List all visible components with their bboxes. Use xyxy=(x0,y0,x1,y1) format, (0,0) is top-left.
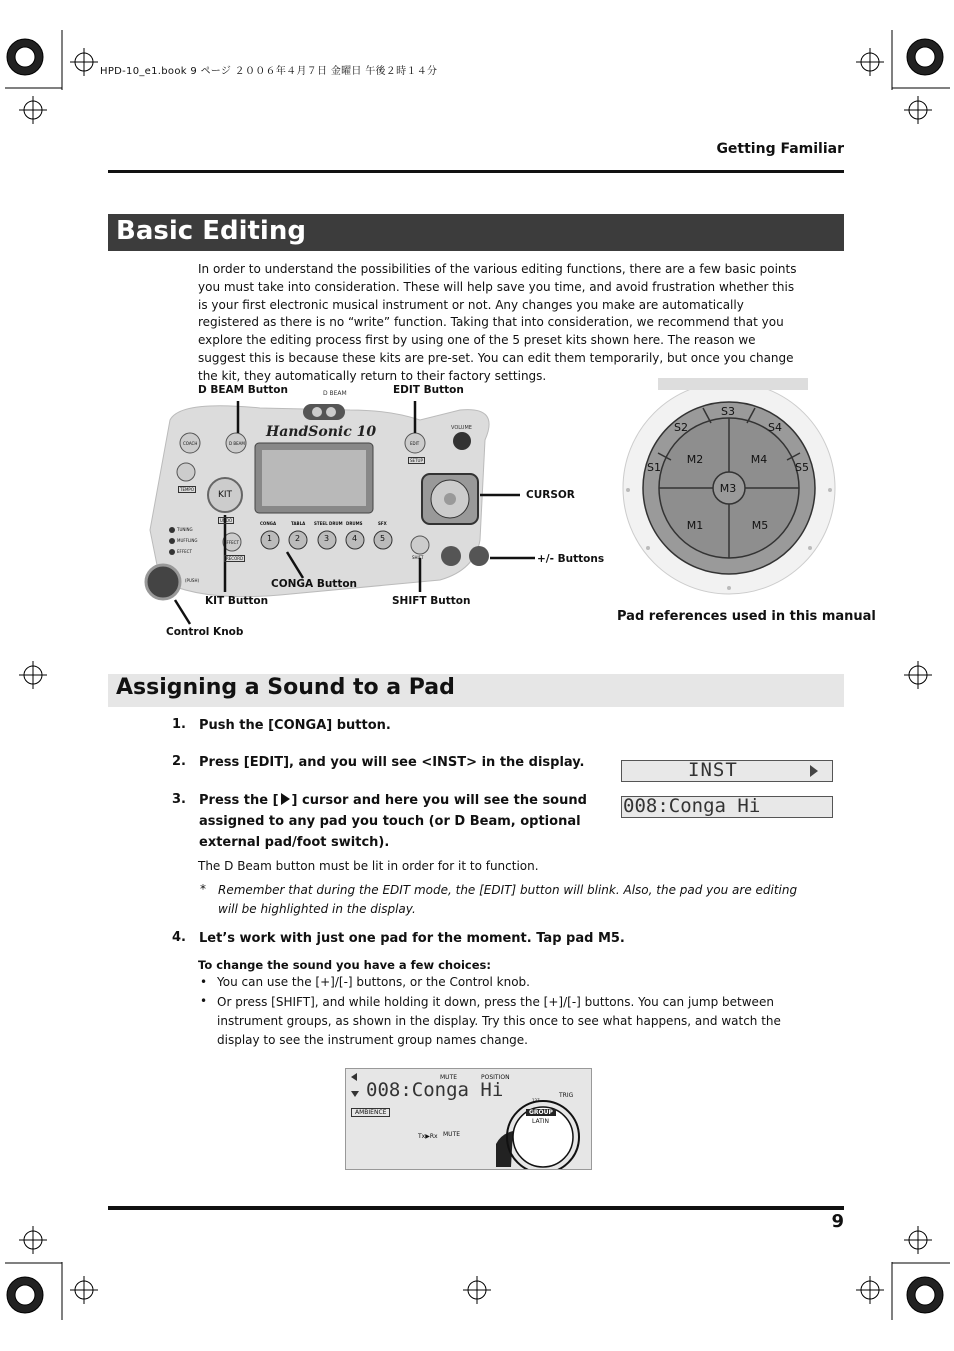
pad-diagram-caption: Pad references used in this manual xyxy=(617,609,876,624)
pad-label-m3: M3 xyxy=(719,482,737,495)
running-header: Getting Familiar xyxy=(716,141,844,157)
panel-kit-num-4: 4 xyxy=(352,534,358,543)
lcd-mute-label: MUTE xyxy=(440,1074,458,1081)
panel-record-text: RECORD xyxy=(226,556,244,561)
panel-volume-text: VOLUME xyxy=(451,425,472,431)
step-2-text: Press [EDIT], and you will see <INST> in the display. xyxy=(199,755,585,770)
lcd-trig-label: TRIG xyxy=(559,1092,574,1099)
panel-kit-name-2: TABLA xyxy=(291,521,306,526)
dbeam-note: The D Beam button must be lit in order for it to function. xyxy=(198,859,539,873)
note-asterisk: * xyxy=(200,882,206,896)
step-3-text xyxy=(199,790,609,853)
header-rule xyxy=(108,170,844,173)
pad-label-m4: M4 xyxy=(750,453,768,466)
step-4-number: 4. xyxy=(172,930,186,945)
step-4-text: Let’s work with just one pad for the moment. Tap pad M5. xyxy=(199,931,625,946)
print-header: HPD-10_e1.book 9 ページ ２００６年４月７日 金曜日 午後２時１４分 xyxy=(100,66,438,77)
lcd-sound-display xyxy=(621,796,833,818)
step-3-text-after: ] cursor and here you will see the sound assigned to any pad you touch (or D Beam, optional external pad/foot switch). xyxy=(199,793,587,850)
panel-kit-num-2: 2 xyxy=(295,534,301,543)
panel-dbeam-btn-text: D BEAM xyxy=(229,441,245,446)
lcd-group-label: GROUP xyxy=(526,1109,556,1116)
lcd-latin-label: LATIN xyxy=(532,1118,550,1125)
pad-label-s4: S4 xyxy=(768,421,782,434)
panel-tuning-text: TUNING xyxy=(177,527,193,532)
label-d-beam-button: D BEAM Button xyxy=(198,384,288,396)
panel-kit-text: KIT xyxy=(218,490,233,500)
label-conga-button: CONGA Button xyxy=(271,578,358,590)
lcd-left-arrow-icon xyxy=(351,1073,357,1081)
section-title: Basic Editing xyxy=(116,216,306,246)
pad-label-m1: M1 xyxy=(686,519,704,532)
lcd-group-dial xyxy=(491,1089,591,1169)
panel-effect-text: EFFECT xyxy=(224,540,239,545)
lcd-inst-display xyxy=(621,760,833,782)
panel-coach-text: COACH xyxy=(183,441,198,446)
bullet-2-marker: • xyxy=(200,994,208,1008)
step-3-number: 3. xyxy=(172,792,186,807)
lcd-position-label: POSITION xyxy=(481,1074,510,1081)
lcd-main-text: 008:Conga Hi xyxy=(366,1079,504,1101)
label-shift-button: SHIFT Button xyxy=(392,595,471,607)
step-3-text-before: Press the [ xyxy=(199,793,279,808)
panel-edit-text: EDIT xyxy=(410,441,420,446)
panel-muffling-text: MUFFLING xyxy=(177,538,198,543)
lcd-sound-text: 008:Conga Hi xyxy=(623,795,761,817)
edit-mode-note: Remember that during the EDIT mode, the [EDIT] button will blink. Also, the pad you are editing will be highlighted in the display. xyxy=(218,883,798,916)
lcd-txrx-label: Tx▶Rx xyxy=(418,1133,438,1140)
step-1-text: Push the [CONGA] button. xyxy=(199,718,391,733)
panel-kit-name-5: SFX xyxy=(378,521,387,526)
panel-brand: HandSonic 10 xyxy=(266,424,377,440)
label-edit-button: EDIT Button xyxy=(393,384,464,396)
panel-tempo-text: TEMPO xyxy=(180,487,194,492)
panel-kit-name-4: DRUMS xyxy=(346,521,363,526)
bullet-1-text: You can use the [+]/[-] buttons, or the Control knob. xyxy=(217,975,530,989)
pad-label-s5: S5 xyxy=(795,461,809,474)
pad-label-m2: M2 xyxy=(686,453,704,466)
panel-undo-text: UNDO xyxy=(220,518,233,523)
page-number: 9 xyxy=(831,1211,844,1232)
panel-dbeam-text: D BEAM xyxy=(323,390,347,397)
pad-diagram xyxy=(618,378,840,600)
intro-paragraph: In order to understand the possibilities of the various editing functions, there are a few basic points you must take into consideration. These will help save you time, and avoid frustration whether this is your first electronic musical instrument or not. Any changes you make are automatically registered as there is no “write” function. Taking that into consideration, we recommend that you explore the editing process first by using one of the 5 preset kits shown here. The reason we suggest this is because these kits are pre-set. You can edit them temporarily, but once you change the kit, they automatically return to their factory settings. xyxy=(198,262,797,383)
panel-setup-text: SETUP xyxy=(410,458,423,463)
pad-label-s2: S2 xyxy=(674,421,688,434)
panel-kit-name-1: CONGA xyxy=(260,521,277,526)
panel-push-text: (PUSH) xyxy=(185,578,200,583)
section-title-bar xyxy=(108,214,844,251)
pad-label-s3: S3 xyxy=(721,405,735,418)
lcd-inst-text: INST xyxy=(688,759,738,781)
bullet-1-marker: • xyxy=(200,975,208,989)
panel-kit-num-5: 5 xyxy=(380,534,386,543)
lcd-127-label: 127 xyxy=(532,1098,540,1103)
lcd-mute2-label: MUTE xyxy=(443,1131,461,1138)
step-1-number: 1. xyxy=(172,717,186,732)
bullet-2-text: Or press [SHIFT], and while holding it down, press the [+]/[-] buttons. You can jump between instrument groups, as shown in the display. Try this once to see what happens, and watch the display to see the instrument group names change. xyxy=(217,995,781,1047)
label-plus-minus: +/- Buttons xyxy=(537,553,605,565)
section2-title-bar xyxy=(108,674,844,707)
panel-kit-name-3: STEEL DRUM xyxy=(314,521,343,526)
panel-kit-num-3: 3 xyxy=(324,534,330,543)
pad-label-s1: S1 xyxy=(647,461,661,474)
right-cursor-icon xyxy=(281,793,290,805)
panel-shift-text: SHIFT xyxy=(412,555,424,560)
label-cursor: CURSOR xyxy=(526,489,575,501)
lcd-down-arrow-icon xyxy=(351,1091,359,1097)
section2-title: Assigning a Sound to a Pad xyxy=(116,675,455,700)
lcd-arrow-icon xyxy=(810,765,818,777)
panel-kit-num-1: 1 xyxy=(267,534,273,543)
pad-label-m5: M5 xyxy=(751,519,769,532)
choices-heading: To change the sound you have a few choices: xyxy=(198,958,491,972)
group-lcd-screenshot xyxy=(345,1068,592,1170)
footer-rule xyxy=(108,1206,844,1210)
label-kit-button: KIT Button xyxy=(205,595,269,607)
lcd-ambience-label: AMBIENCE xyxy=(351,1108,390,1117)
panel-effect-led-text: EFFECT xyxy=(177,549,192,554)
label-control-knob: Control Knob xyxy=(166,626,244,638)
step-2-number: 2. xyxy=(172,754,186,769)
